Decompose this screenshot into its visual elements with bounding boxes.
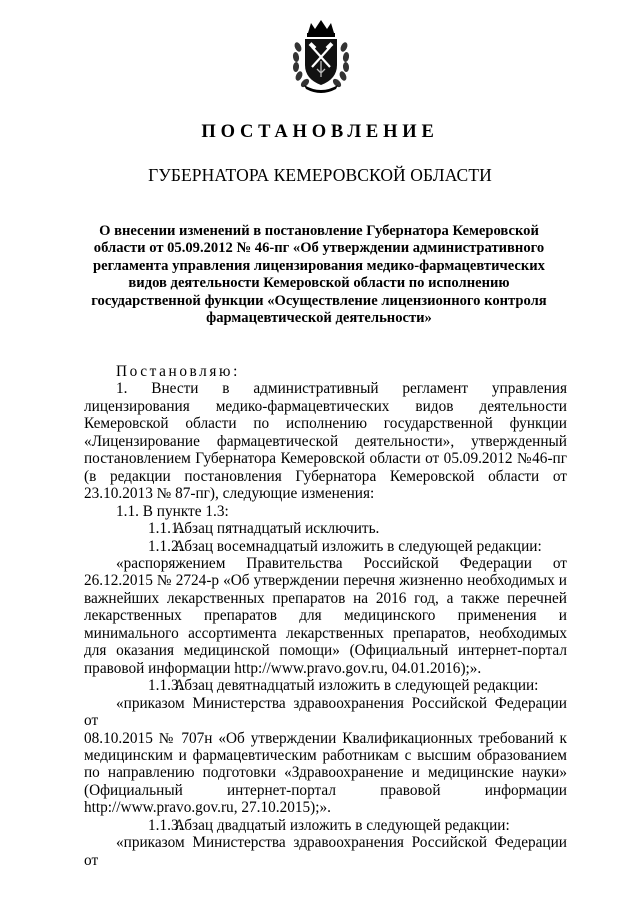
body-line: (в редакции постановления Губернатора Кемеровской области от xyxy=(84,467,567,485)
body-line: правовой информации http://www.pravo.gov.ru, 04.01.2016);». xyxy=(84,659,482,677)
body-line: http://www.pravo.gov.ru, 27.10.2015);». xyxy=(84,799,331,817)
body-line: (Официальный интернет-портал правовой информации xyxy=(84,781,567,799)
clause-1-1-3 xyxy=(84,677,567,694)
document-heading xyxy=(84,223,554,327)
body-line: 23.10.2013 № 87-пг), следующие изменения: xyxy=(84,485,375,503)
decree-word: Постановляю: xyxy=(116,363,240,380)
body-line: «приказом Министерства здравоохранения Российской Федерации от xyxy=(84,694,567,730)
body-line: по направлению подготовки «Здравоохранение и медицинские науки» xyxy=(84,764,567,782)
heading-line: видов деятельности Кемеровской области по исполнению xyxy=(128,275,510,292)
body-line: 26.12.2015 № 2724-р «Об утверждении перечня жизненно необходимых и xyxy=(84,572,567,590)
body-line: 08.10.2015 № 707н «Об утверждении Квалификационных требований к xyxy=(84,729,567,747)
clause-1-1-3-second xyxy=(84,817,567,834)
body-line: постановлением Губернатора Кемеровской области от 05.09.2012 №46-пг xyxy=(84,450,567,468)
coat-of-arms-emblem xyxy=(290,17,352,95)
clause-number: 1.1.3. xyxy=(148,677,183,695)
heading-line: регламента управления лицензирования медико-фармацевтических xyxy=(93,257,545,274)
clause-number: 1.1.2. xyxy=(148,537,183,555)
body-line: Кемеровской области по исполнению государственной функции xyxy=(84,415,567,433)
clause-1-1-1 xyxy=(84,520,567,537)
body-line: 1.1. В пункте 1.3: xyxy=(116,502,229,520)
body-line: лицензирования медико-фармацевтических видов деятельности xyxy=(84,397,567,415)
body-line: «распоряжением Правительства Российской Федерации от xyxy=(116,554,567,572)
body-line: лекарственных препаратов для медицинского применения и xyxy=(84,607,567,625)
body-line: медицинским и фармацевтическим работникам с высшим образованием xyxy=(84,746,567,764)
body-line: «приказом Министерства здравоохранения Российской Федерации от xyxy=(84,834,567,869)
heading-line: области от 05.09.2012 № 46-пг «Об утверждении административного xyxy=(93,240,545,257)
document-body xyxy=(84,363,567,869)
clause-text: Абзац двадцатый изложить в следующей редакции: xyxy=(174,816,510,834)
clause-1-1-2 xyxy=(84,538,567,555)
body-line: 1. Внести в административный регламент управления xyxy=(116,380,567,398)
clause-number: 1.1.3. xyxy=(148,816,183,834)
clause-number: 1.1.1. xyxy=(148,520,183,538)
body-line: «Лицензирование фармацевтической деятельности», утвержденный xyxy=(84,432,567,450)
clause-text: Абзац восемнадцатый изложить в следующей редакции: xyxy=(174,537,542,555)
body-line: для оказания медицинской помощи» (Официальный интернет-портал xyxy=(84,642,567,660)
body-line: минимального ассортимента лекарственных препаратов, необходимых xyxy=(84,624,567,642)
clause-text: Абзац девятнадцатый изложить в следующей редакции: xyxy=(174,677,539,695)
document-title: ПОСТАНОВЛЕНИЕ xyxy=(201,122,439,142)
issuer-subtitle: ГУБЕРНАТОРА КЕМЕРОВСКОЙ ОБЛАСТИ xyxy=(148,165,492,185)
clause-text: Абзац пятнадцатый исключить. xyxy=(174,520,380,538)
heading-line: государственной функции «Осуществление лицензионного контроля xyxy=(91,292,547,309)
heading-line: фармацевтической деятельности» xyxy=(206,310,432,327)
body-line: важнейших лекарственных препаратов на 2016 год, а также перечней xyxy=(84,589,567,607)
heading-line: О внесении изменений в постановление Губернатора Кемеровской xyxy=(99,223,539,239)
